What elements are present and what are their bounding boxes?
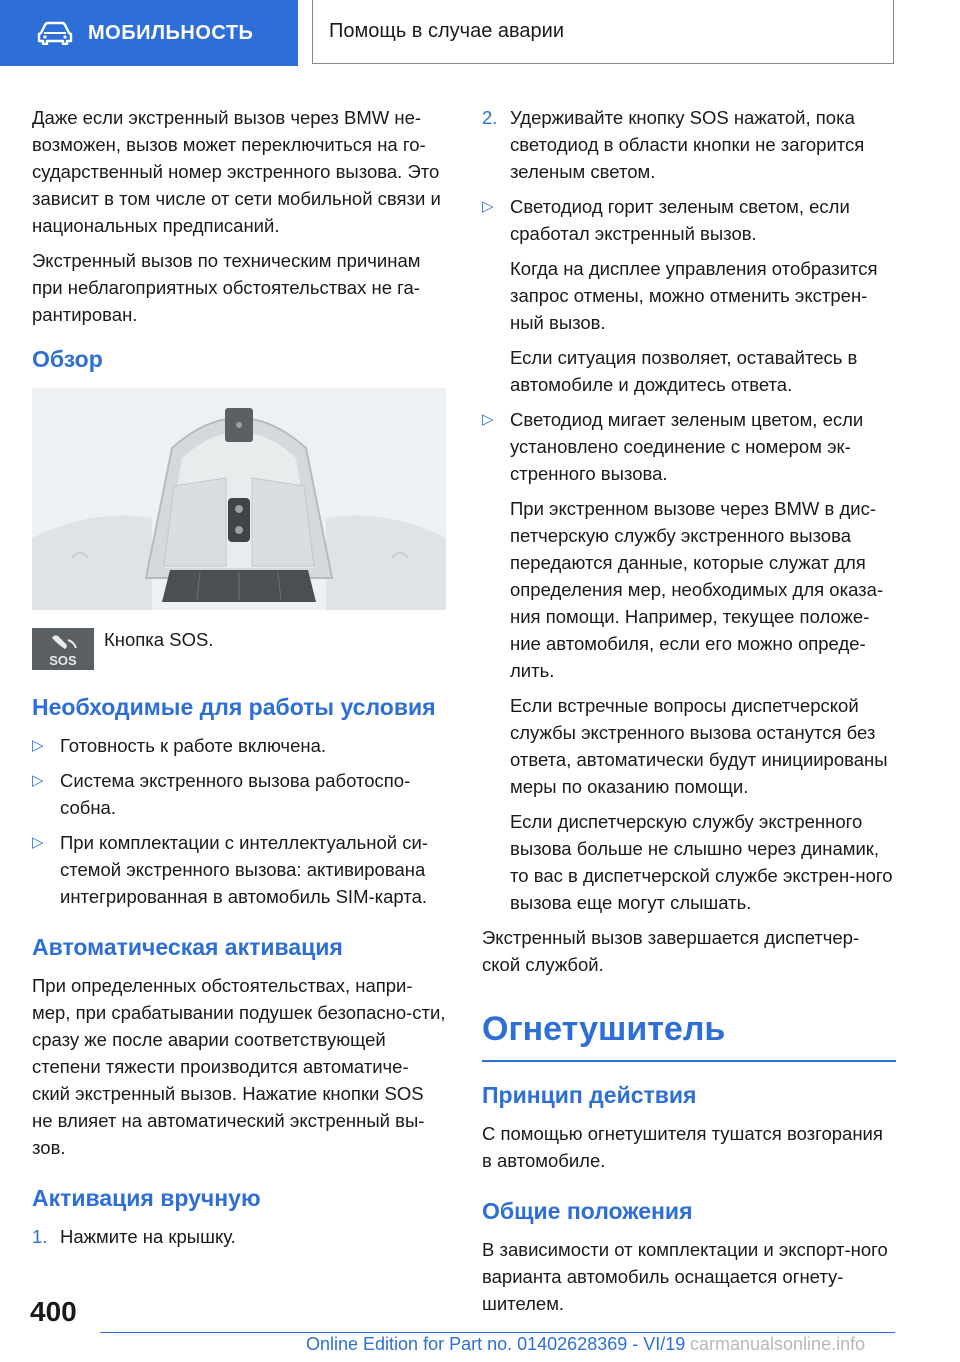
- heading-manual-activation: Активация вручную: [32, 1185, 261, 1211]
- overhead-console-photo: [32, 388, 446, 610]
- step-number: 2.: [482, 107, 498, 128]
- paragraph: В зависимости от комплектации и экспорт-ного варианта автомобиль оснащается огнету-шителем.: [482, 1239, 888, 1314]
- list-item: ▷ Светодиод горит зеленым светом, если сработал экстренный вызов.: [482, 193, 896, 247]
- bullet-marker: ▷: [32, 772, 44, 789]
- sub-paragraph: Если ситуация позволяет, оставайтесь в автомобиле и дождитесь ответа.: [510, 347, 858, 395]
- sub-paragraph: Когда на дисплее управления отобразится запрос отмены, можно отменить экстрен-ный вызов.: [510, 258, 878, 333]
- step-item: 2. Удерживайте кнопку SOS нажатой, пока светодиод в области кнопки не загорится зеленым светом.: [482, 104, 896, 185]
- sub-paragraph: Если диспетчерскую службу экстренного вызова больше не слышно через динамик, то вас в диспетчерской службе экстрен-ного вызова еще могут слышать.: [510, 811, 893, 913]
- paragraph: При определенных обстоятельствах, напри-мер, при срабатывании подушек безопасно-сти, сразу же после аварии соответствующей степени тяжести производится автоматиче-ский экстренный вызов. Нажатие кнопки SOS не влияет на автоматический экстренный вы-зов.: [32, 975, 446, 1158]
- list-item: ▷ Готовность к работе включена.: [32, 732, 446, 759]
- bullet-marker: ▷: [482, 198, 494, 215]
- bullet-marker: ▷: [482, 411, 494, 428]
- heading-principle: Принцип действия: [482, 1082, 697, 1108]
- chapter-title: Помощь в случае аварии: [312, 0, 894, 64]
- footer-divider: [100, 1332, 895, 1333]
- right-column: [482, 104, 896, 1325]
- sos-caption: Кнопка SOS.: [104, 629, 214, 650]
- heading-auto-activation: Автоматическая активация: [32, 934, 343, 960]
- section-label: МОБИЛЬНОСТЬ: [88, 21, 254, 44]
- page-number: 400: [30, 1296, 77, 1327]
- car-icon: [36, 21, 74, 45]
- left-column: [32, 104, 446, 1258]
- paragraph: Даже если экстренный вызов через BMW не-возможен, вызов может переключиться на го-сударственный номер экстренного вызова. Это зависит в том числе от сети мобильной связи и национальных предписаний.: [32, 107, 441, 236]
- list-item: ▷ При комплектации с интеллектуальной си-стемой экстренного вызова: активирована интегрированная в автомобиль SIM-карта.: [32, 829, 446, 910]
- edition-note: Online Edition for Part no. 01402628369 - VI/19: [306, 1334, 686, 1354]
- heading-overview: Обзор: [32, 346, 103, 372]
- sos-button-row: [32, 626, 446, 670]
- paragraph: Экстренный вызов завершается диспетчер-ской службой.: [482, 927, 860, 975]
- sos-icon-label: SOS: [49, 653, 77, 668]
- sos-icon: [32, 628, 94, 670]
- step-item: 1. Нажмите на крышку.: [32, 1223, 446, 1250]
- section-tab: [0, 0, 298, 66]
- step-number: 1.: [32, 1226, 48, 1247]
- heading-general: Общие положения: [482, 1198, 693, 1224]
- heading-conditions: Необходимые для работы условия: [32, 694, 436, 720]
- bullet-marker: ▷: [32, 834, 44, 851]
- list-item: ▷ Система экстренного вызова работоспо-собна.: [32, 767, 446, 821]
- bullet-marker: ▷: [32, 737, 44, 754]
- heading-fire-extinguisher: Огнетушитель: [482, 1008, 896, 1062]
- sub-paragraph: Если встречные вопросы диспетчерской службы экстренного вызова останутся без ответа, автоматически будут инициированы меры по оказанию помощи.: [510, 695, 888, 797]
- sub-paragraph: При экстренном вызове через BMW в дис-петчерскую службу экстренного вызова передаются данные, которые служат для определения мер, необходимых для оказа-ния помощи. Например, текущее положе-ние автомобиля, если его можно опреде-лить.: [510, 498, 884, 681]
- paragraph: С помощью огнетушителя тушатся возгорания в автомобиле.: [482, 1123, 883, 1171]
- list-item: ▷ Светодиод мигает зеленым цветом, если установлено соединение с номером эк-стренного вызова.: [482, 406, 896, 487]
- watermark: carmanualsonline.info: [690, 1334, 866, 1354]
- paragraph: Экстренный вызов по техническим причинам при неблагоприятных обстоятельствах не га-рантирован.: [32, 250, 421, 325]
